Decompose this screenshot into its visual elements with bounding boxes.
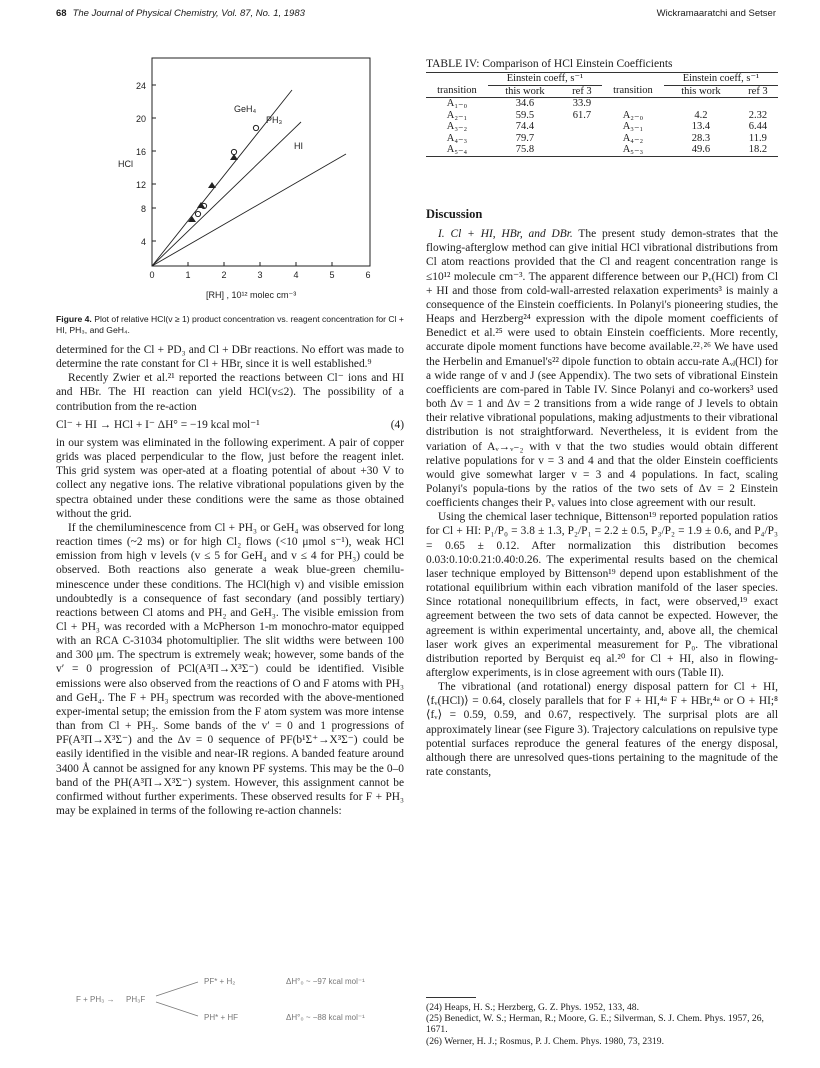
equation-4 [56,418,404,432]
y-axis [118,81,156,247]
journal-title: The Journal of Physical Chemistry, Vol. 87, No. 1, 1983 [72,8,305,19]
reference: (24) Heaps, H. S.; Herzberg, G. Z. Phys. 1952, 133, 48. [426,1002,639,1013]
scheme-intermediate: PH₃F [126,995,146,1004]
paragraph: The vibrational (and rotational) energy disposal pattern for Cl + HI, ⟨fᵥ(HCl)⟩ = 0.64, closely parallels that for F + HI,⁴ᵃ F + HBr,⁴ᵃ or O + HI;⁸ ⟨fᵥ⟩ = 0.59, 0.59, and 0.67, respectively. The surprisal plots are all approximately linear (see Figure 3). Trajectory calculations on repulsive type potential surfaces reproduce the general features of the energy disposal, although there are unresolved ques-tions pertaining to the magnitude of the rate constants, [426,681,778,779]
section-heading: Discussion [426,207,483,221]
circle-marker [195,211,200,216]
scheme-bottom-products: PH* + HF [204,1013,239,1022]
column-header: this work [664,85,738,98]
caption-text: Plot of relative HCl(v ≥ 1) product concentration vs. reagent concentration for Cl + HI, PH₃, and GeH₄. [56,314,404,335]
table-row: A₁₋₀ 34.6 33.9 [446,98,592,109]
y-tick-label: 8 [140,204,146,214]
group-header: Einstein coeff, s⁻¹ [664,73,778,86]
table-row: A₃₋₂ 74.4 A₃₋₁ 13.4 6.44 [446,121,768,132]
x-tick-label: 3 [257,270,263,280]
y-tick-label: 4 [140,237,146,247]
x-tick-label: 1 [185,270,191,280]
paragraph: determined for the Cl + PD₃ and Cl + DBr reactions. No effort was made to determine the rate constant for Cl + HBr, since it is well established.⁹ [56,344,404,371]
equation-body: Cl⁻ + HI → HCl + I⁻ ΔH° = −19 kcal mol⁻¹ [56,418,260,431]
x-tick-label: 2 [221,270,227,280]
paragraph: If the chemiluminescence from Cl + PH₃ or GeH₄ was observed for long reaction times (~2 ms) or for high Cl₂ flows (<10 μmol s⁻¹), weak HCl emission from high v levels (v ≤ 5 for GeH₄ and v ≤ 4 for PH₃) could be observed. Both reactions also generate a weak blue-green chemilu-minescence under these conditions. The HCl(high v) and visible emission undoubtedly is a consequence of fast secondary (and possibly tertiary) reactions between Cl atoms and PH₂ and GeH₃. The visible emission from Cl + PH₃ was recorded with a McPherson 1-m monochro-mator equipped with an RCA C-31034 photomultiplier. The slit widths were between 100 and 300 μm. The spectrum is extremely weak; however, some bands of the v′ = 0 progression of PCl(A³Π→X³Σ⁻) could be identified. Visible emissions were also observed from the reactions of O and F atoms with PH₃ and GeH₄. The F + PH₃ spectrum was recorded with the above-mentioned exper-imental setup; the emission from the F atom system was more intense than from Cl + PH₃. Some bands of the v′ = 0 and 1 progressions of PF(A³Π→X³Σ⁻) and the Δv = 0 sequence of PF(b¹Σ⁺→X³Σ⁻) could be easily identified in the visible and near-IR regions. A banded feature around 3400 Å cannot be assigned for any known PF systems. This may be the 0–0 band of the PH(A³Π→X³Σ⁻) system. However, this assignment cannot be confirmed without further experiments. These observed results for F + PH₃ may be explained in terms of the following re-action channels: [56,521,404,817]
column-header: this work [488,85,562,98]
column-header: ref 3 [738,85,778,98]
column-header: transition [602,85,664,98]
reaction-scheme [56,970,404,1026]
page-header [56,8,776,22]
table-4-title: TABLE IV: Comparison of HCl Einstein Coefficients [426,58,673,70]
paragraph: in our system was eliminated in the following experiment. A pair of copper grids was placed perpendicular to the flow, just before the reagent inlet. This grid system was oper-ated at a floating potential of about +30 V to collect any negative ions. The relative vibrational populations given by the spectra obtained under these conditions were the same as those obtained without the grid. [56,436,404,520]
y-tick-label: 24 [135,81,146,91]
y-tick-label: 12 [135,180,146,190]
x-tick-label: 6 [365,270,371,280]
figure-4-caption [56,314,404,336]
scheme-top-enthalpy: ΔH°₀ ~ −97 kcal mol⁻¹ [286,977,365,986]
x-axis [149,262,370,300]
table-row: A₄₋₃ 79.7 A₄₋₂ 28.3 11.9 [446,132,767,144]
group-header: Einstein coeff, s⁻¹ [488,73,602,86]
column-header: transition [426,85,488,98]
ph3-line [152,122,301,266]
equation-number: (4) [390,418,404,431]
series-label-ph3: PH₃ [266,115,283,125]
paragraph: Using the chemical laser technique, Bittenson¹⁹ reported population ratios for Cl + HI: P₁/P₀ = 3.8 ± 1.3, P₂/P₁ = 2.2 ± 0.5, P₃/P₂ = 1.9 ± 0.6, and P₄/P₃ = 0.65 ± 0.12. After normalization this distribution becomes 0.03:0.10:0.21:0.40:0.26. The experimental results based on the chemical laser technique employed by Bittenson¹⁹ depend upon establishment of the rotational equilibrium within each vibration manifold of the laser species. Since rotational nonequilibrium effects, in fact, were observed,¹⁹ exact agreement between the two sets of data cannot be expected. However, the agreement is within experimental uncertainty, and, above all, the chemical laser work gives an experimental measurement for P₀. The vibrational distribution reported by Berquist eq al.²⁰ for Cl + HI, also in flowing-afterglow experiments, is in close agreement with ours (Table II). [426,511,778,679]
subsection-label: I. Cl + HI, HBr, and DBr. [438,228,573,241]
y-axis-label: HCl [118,159,133,169]
triangle-marker [208,182,216,188]
running-authors: Wickramaaratchi and Setser [656,8,776,19]
reference: (26) Werner, H. J.; Rosmus, P. J. Chem. Phys. 1980, 73, 2319. [426,1035,664,1047]
figure-4-plot [56,50,386,312]
hi-line [152,154,346,266]
table-header-row [426,73,778,86]
circle-marker [231,149,236,154]
table-4 [426,72,778,157]
table-row: A₂₋₁ 59.5 61.7 A₂₋₀ 4.2 2.32 [446,109,768,121]
circle-marker [253,125,258,130]
paragraph: Recently Zwier et al.²¹ reported the reactions between Cl⁻ ions and HI and HBr. The HI reaction can yield HCl(v≤2). The possibility of a contribution from the re-action [56,372,404,413]
column-header: ref 3 [562,85,602,98]
references [426,1002,778,1047]
caption-label: Figure 4. [56,314,92,324]
left-column [56,343,404,818]
y-tick-label: 20 [135,114,146,124]
table-row: A₅₋₄ 75.8 A₅₋₃ 49.6 18.2 [426,144,778,156]
page-number: 68 [56,8,67,19]
right-column [426,205,778,779]
scheme-reactant: F + PH₃ → [76,995,115,1004]
x-tick-label: 0 [149,270,155,280]
y-tick-label: 16 [135,147,146,157]
series-label-geh4: GeH₄ [234,104,257,114]
scheme-bottom-enthalpy: ΔH°₀ ~ −88 kcal mol⁻¹ [286,1013,365,1022]
triangle-marker [197,202,205,208]
x-axis-label: [RH] , 10¹² molec cm⁻³ [206,290,297,300]
table-header-row [426,85,778,98]
x-tick-label: 5 [329,270,335,280]
reference: (25) Benedict, W. S.; Herman, R.; Moore, G. E.; Silverman, S. J. Chem. Phys. 1957, 26, 1671. [426,1013,764,1036]
x-tick-label: 4 [293,270,299,280]
paragraph: I. Cl + HI, HBr, and DBr. The present study demon-strates that the flowing-afterglow method can give initial HCl vibrational distributions from Cl atom reactions provided that the Cl and reagent concentration range is ≤10¹² molecule cm⁻³. The apparent difference between our Pᵥ(HCl) from Cl + HI and those from cold-wall-arrested relaxation experiments³ is mainly a consequence of the Einstein coefficients. In Polanyi's pioneering studies, the Heaps and Herzberg²⁴ expression with the dipole moment coefficients of Benedict et al.²⁵ were used to obtain Einstein coefficients. More recently, accurate dipole moment functions have become available.²²˒²⁶ We have used the Herbelin and Emanuel's²² dipole function to obtain accu-rate Aᵥⱼ(HCl) for a wide range of v and J (see Appendix). The two sets of vibrational Einstein coefficients are com-pared in Table IV. Since Polanyi and co-workers³ used both Δv = 1 and Δv = 2 transitions from a wide range of J levels to obtain their relative vibrational populations, making adjustments to their vibrational distribution is not straightforward. Nevertheless, it is evident from the variation of Aᵥ→ᵥ₋₂ with v that the two studies would obtain different relative populations for v = 3 and 4 and that the older Einstein coefficients would give somewhat larger v = 3 and 4 populations. In fact, scaling Polanyi's popula-tions by the ratios of the two sets of Δv = 2 Einstein coefficients changes their Pᵥ values into close agreement with our result. [426,228,778,510]
scheme-top-products: PF* + H₂ [204,977,236,986]
series-label-hi: HI [294,141,303,151]
